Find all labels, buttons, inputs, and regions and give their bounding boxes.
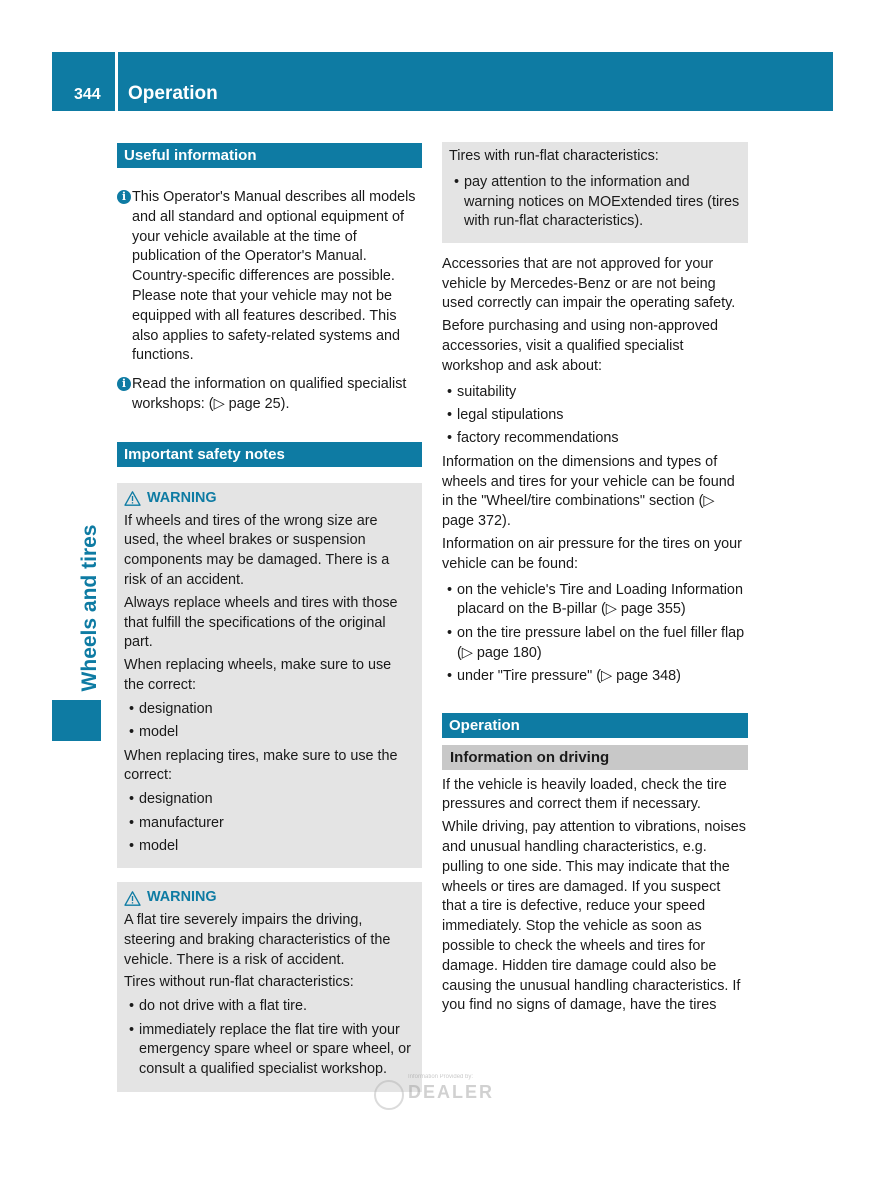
warning-label: WARNING — [147, 489, 217, 506]
list-item: • manufacturer — [124, 814, 415, 834]
watermark-wordmark: DEALER — [408, 1082, 495, 1102]
dealer-watermark — [372, 1074, 504, 1108]
right-column — [442, 142, 748, 1016]
subheading-information-on-driving: Information on driving — [442, 745, 748, 770]
side-tab-label: Wheels and tires — [78, 524, 101, 692]
run-flat-text: Tires with run-flat characteristics: — [449, 148, 659, 164]
warning-header — [124, 489, 415, 509]
section-heading-safety-notes: Important safety notes — [117, 442, 422, 467]
warning-1-text-2: Always replace wheels and tires with those that fulfill the specifications of the original part. — [124, 594, 398, 651]
wheel-requirements-list — [124, 700, 415, 743]
list-item: • designation — [124, 790, 415, 810]
list-item: • model — [124, 837, 415, 857]
air-pressure-text: Information on air pressure for the tires on your vehicle can be found: — [442, 535, 742, 572]
list-item: • legal stipulations — [442, 406, 748, 426]
list-item: • on the tire pressure label on the fuel filler flap (▷ page 180) — [442, 624, 748, 664]
list-item: • immediately replace the flat tire with your emergency spare wheel or spare wheel, or consult a qualified specialist workshop. — [124, 1021, 415, 1080]
info-note-1 — [117, 188, 422, 366]
run-flat-note-box — [442, 142, 748, 243]
accessories-advice-text: Before purchasing and using non-approved accessories, visit a qualified specialist workshop and ask about: — [442, 318, 719, 374]
list-item: • suitability — [442, 383, 748, 403]
run-flat-list — [449, 173, 741, 232]
warning-1-text-4: When replacing tires, make sure to use the correct: — [124, 747, 398, 784]
loaded-vehicle-text: If the vehicle is heavily loaded, check the tire pressures and correct them if necessary. — [442, 776, 727, 813]
warning-1-text-3: When replacing wheels, make sure to use the correct: — [124, 657, 392, 693]
dimensions-text: Information on the dimensions and types of wheels and tires for your vehicle can be found in the "Wheel/tire combinations" section (▷ page 372). — [442, 453, 735, 530]
info-note-2-text: Read the information on qualified specialist workshops: (▷ page 25). — [132, 376, 407, 412]
list-item: • factory recommendations — [442, 429, 748, 449]
watermark-caption: Information Provided by: — [408, 1074, 474, 1080]
left-column — [117, 143, 422, 1092]
info-note-2 — [117, 375, 422, 415]
list-item: • do not drive with a flat tire. — [124, 997, 415, 1017]
accessories-text: Accessories that are not approved for your vehicle by Mercedes-Benz or are not being used correctly can impair the operating safety. — [442, 255, 736, 312]
watermark-logo-icon — [374, 1080, 404, 1110]
list-item: • under "Tire pressure" (▷ page 348) — [442, 667, 748, 687]
driving-attention-text: While driving, pay attention to vibrations, noises and unusual handling characteristics, e.g. pulling to one side. This may indicate that the wheels or tires are damaged. If you suspect that a tire is defective, reduce your speed immediately. Stop the vehicle as soon as possible to check the wheels and tires for damage. Hidden tire damage could also be causing the unusual handling characteristics. If you find no signs of damage, have the tires — [442, 819, 746, 1014]
warning-label: WARNING — [147, 889, 217, 906]
side-tab-marker — [52, 700, 101, 741]
flat-tire-list — [124, 997, 415, 1080]
warning-1-text-1: If wheels and tires of the wrong size are used, the wheel brakes or suspension components may be damaged. There is a risk of an accident. — [124, 512, 390, 588]
info-note-1-text: This Operator's Manual describes all models and all standard and optional equipment of your vehicle available at the time of publication of the Operator's Manual. Country-specific differences are possible. Please note that your vehicle may not be equipped with all features described. This also applies to safety-related systems and functions. — [132, 189, 416, 364]
warning-box-1 — [117, 483, 422, 869]
list-item: • on the vehicle's Tire and Loading Information placard on the B-pillar (▷ page 355) — [442, 581, 748, 621]
header-divider — [115, 52, 118, 111]
page-title: Operation — [128, 83, 218, 104]
ask-about-list — [442, 383, 748, 450]
warning-header — [124, 888, 415, 908]
page-number: 344 — [74, 86, 101, 103]
warning-triangle-icon — [124, 491, 141, 506]
tire-requirements-list — [124, 790, 415, 857]
warning-box-2 — [117, 882, 422, 1091]
list-item: • pay attention to the information and warning notices on MOExtended tires (tires with run-flat characteristics). — [449, 173, 741, 232]
section-heading-operation: Operation — [442, 713, 748, 738]
list-item: • model — [124, 723, 415, 743]
info-icon: i — [117, 190, 131, 204]
warning-triangle-icon — [124, 891, 141, 906]
info-icon: i — [117, 377, 131, 391]
section-heading-useful-information: Useful information — [117, 143, 422, 168]
list-item: • designation — [124, 700, 415, 720]
warning-2-text-1: A flat tire severely impairs the driving, steering and braking characteristics of the vehicle. There is a risk of accident. — [124, 912, 391, 968]
air-pressure-list — [442, 581, 748, 687]
warning-2-text-2: Tires without run-flat characteristics: — [124, 974, 354, 991]
